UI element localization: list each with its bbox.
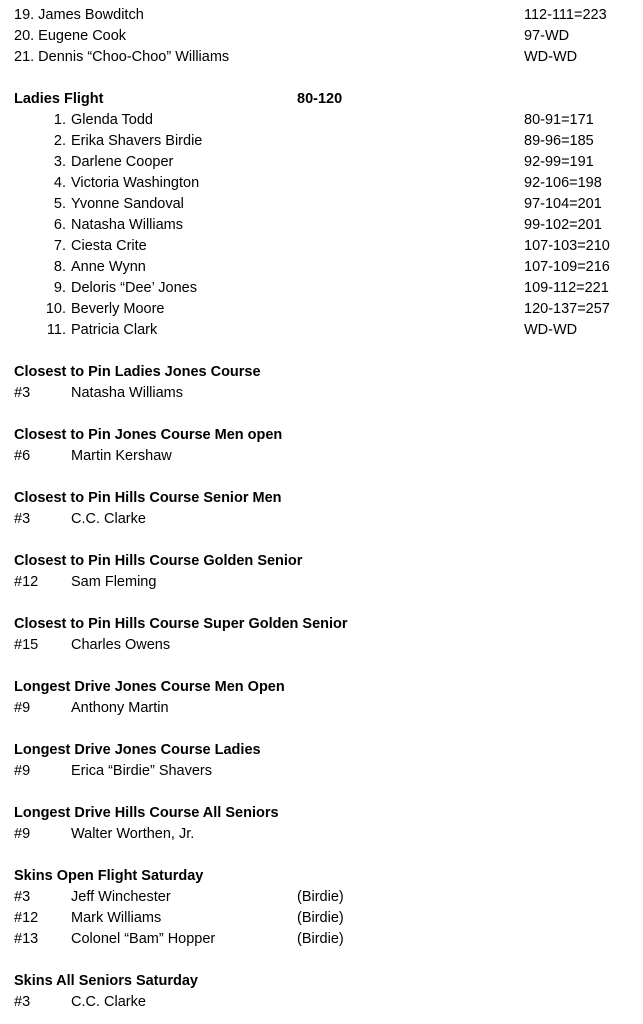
player-score: 97-WD — [524, 28, 570, 44]
hole-number: #9 — [14, 700, 31, 716]
award-row — [14, 446, 624, 467]
winner-name: Erica “Birdie” Shavers — [71, 763, 213, 779]
hole-number: #3 — [14, 994, 31, 1010]
spacer — [14, 404, 624, 425]
hole-number: #9 — [14, 763, 31, 779]
winner-name: Martin Kershaw — [71, 448, 172, 464]
award-row — [14, 509, 624, 530]
skins-row — [14, 929, 624, 950]
spacer — [14, 593, 624, 614]
player-score: 109-112=221 — [524, 280, 609, 296]
rank-number: 8. — [53, 259, 66, 275]
award-title: Closest to Pin Ladies Jones Course — [14, 364, 261, 380]
player-score: 97-104=201 — [524, 196, 602, 212]
player-name: Ciesta Crite — [71, 238, 147, 254]
skins-seniors-title: Skins All Seniors Saturday — [14, 973, 198, 989]
player-name: 20. Eugene Cook — [14, 28, 127, 44]
rank-number: 1. — [53, 112, 66, 128]
rank-number: 5. — [53, 196, 66, 212]
result-row — [14, 110, 624, 131]
award-row — [14, 824, 624, 845]
hole-number: #15 — [14, 637, 39, 653]
player-score: 107-109=216 — [524, 259, 610, 275]
player-name: Deloris “Dee’ Jones — [71, 280, 197, 296]
rank-number: 10. — [45, 301, 66, 317]
skin-note: (Birdie) — [297, 931, 344, 947]
player-name: 19. James Bowditch — [14, 7, 144, 23]
hole-number: #13 — [14, 931, 39, 947]
player-name: Anne Wynn — [71, 259, 146, 275]
skins-row — [14, 908, 624, 929]
result-row — [14, 173, 624, 194]
result-row — [14, 257, 624, 278]
result-row — [14, 152, 624, 173]
winner-name: C.C. Clarke — [71, 994, 146, 1010]
spacer — [14, 530, 624, 551]
result-row — [14, 47, 624, 68]
result-row — [14, 131, 624, 152]
player-score: 107-103=210 — [524, 238, 610, 254]
winner-name: Mark Williams — [71, 910, 162, 926]
spacer — [14, 950, 624, 971]
award-title: Longest Drive Hills Course All Seniors — [14, 805, 279, 821]
hole-number: #3 — [14, 511, 31, 527]
award-title: Closest to Pin Hills Course Super Golden Senior — [14, 616, 348, 632]
hole-number: #9 — [14, 826, 31, 842]
spacer — [14, 845, 624, 866]
hole-number: #12 — [14, 574, 39, 590]
player-score: WD-WD — [524, 322, 578, 338]
player-name: Victoria Washington — [71, 175, 200, 191]
award-title: Longest Drive Jones Course Men Open — [14, 679, 285, 695]
result-row — [14, 215, 624, 236]
spacer — [14, 782, 624, 803]
result-row — [14, 5, 624, 26]
winner-name: Anthony Martin — [71, 700, 169, 716]
award-row — [14, 761, 624, 782]
award-row — [14, 698, 624, 719]
rank-number: 3. — [53, 154, 66, 170]
rank-number: 4. — [53, 175, 66, 191]
player-score: 80-91=171 — [524, 112, 594, 128]
player-score: 99-102=201 — [524, 217, 602, 233]
hole-number: #3 — [14, 385, 31, 401]
winner-name: C.C. Clarke — [71, 511, 146, 527]
result-row — [14, 278, 624, 299]
winner-name: Jeff Winchester — [71, 889, 171, 905]
player-score: 92-106=198 — [524, 175, 602, 191]
result-row — [14, 320, 624, 341]
spacer — [14, 656, 624, 677]
section-title: Ladies Flight — [14, 91, 104, 107]
skin-note: (Birdie) — [297, 910, 344, 926]
award-title: Longest Drive Jones Course Ladies — [14, 742, 261, 758]
winner-name: Sam Fleming — [71, 574, 157, 590]
result-row — [14, 299, 624, 320]
award-row — [14, 572, 624, 593]
player-score: 89-96=185 — [524, 133, 594, 149]
rank-number: 7. — [53, 238, 66, 254]
player-score: 112-111=223 — [524, 7, 607, 23]
winner-name: Natasha Williams — [71, 385, 183, 401]
player-score: 120-137=257 — [524, 301, 610, 317]
player-name: Yvonne Sandoval — [71, 196, 184, 212]
player-name: Patricia Clark — [71, 322, 158, 338]
ladies-flight-heading — [14, 89, 624, 110]
player-name: Glenda Todd — [71, 112, 153, 128]
rank-number: 2. — [53, 133, 66, 149]
award-row — [14, 635, 624, 656]
result-row — [14, 236, 624, 257]
player-name: Beverly Moore — [71, 301, 165, 317]
player-name: Erika Shavers Birdie — [71, 133, 203, 149]
winner-name: Colonel “Bam” Hopper — [71, 931, 216, 947]
hole-number: #12 — [14, 910, 39, 926]
skins-row — [14, 887, 624, 908]
rank-number: 11. — [46, 322, 66, 338]
result-row — [14, 194, 624, 215]
skin-note: (Birdie) — [297, 889, 344, 905]
spacer — [14, 719, 624, 740]
award-title: Closest to Pin Hills Course Senior Men — [14, 490, 282, 506]
winner-name: Walter Worthen, Jr. — [71, 826, 195, 842]
player-score: 92-99=191 — [524, 154, 594, 170]
hole-number: #3 — [14, 889, 31, 905]
award-row — [14, 383, 624, 404]
results-document — [14, 5, 624, 1013]
rank-number: 9. — [53, 280, 66, 296]
flight-range: 80-120 — [297, 91, 343, 107]
winner-name: Charles Owens — [71, 637, 171, 653]
player-score: WD-WD — [524, 49, 578, 65]
spacer — [14, 341, 624, 362]
rank-number: 6. — [53, 217, 66, 233]
award-title: Closest to Pin Hills Course Golden Senior — [14, 553, 303, 569]
hole-number: #6 — [14, 448, 31, 464]
result-row — [14, 26, 624, 47]
player-name: Darlene Cooper — [71, 154, 174, 170]
skins-open-title: Skins Open Flight Saturday — [14, 868, 204, 884]
spacer — [14, 68, 624, 89]
player-name: Natasha Williams — [71, 217, 183, 233]
player-name: 21. Dennis “Choo-Choo” Williams — [14, 49, 230, 65]
spacer — [14, 467, 624, 488]
skins-row — [14, 992, 624, 1013]
award-title: Closest to Pin Jones Course Men open — [14, 427, 283, 443]
